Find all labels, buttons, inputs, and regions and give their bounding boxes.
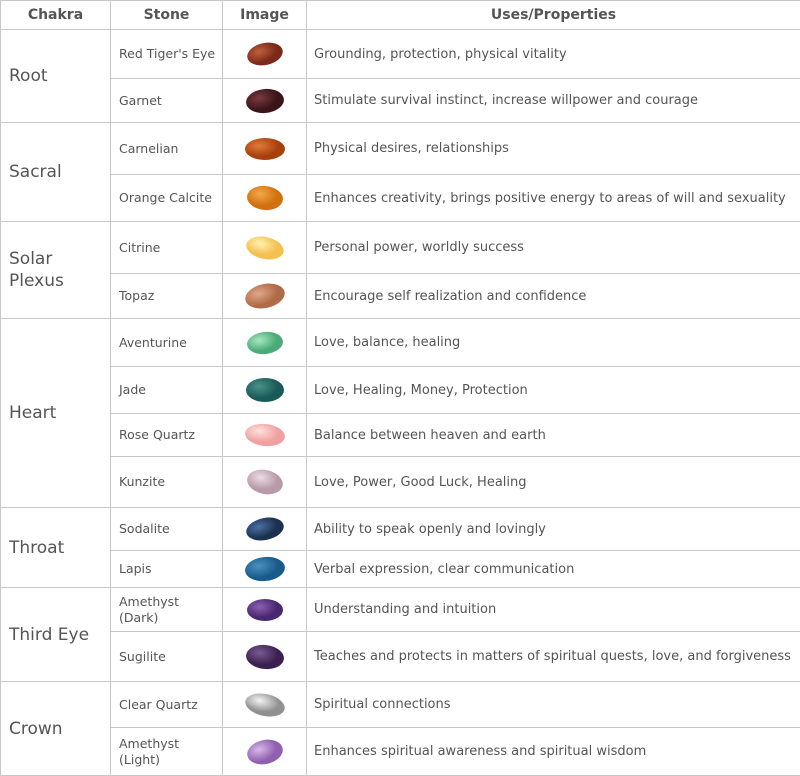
stone-name: Citrine	[111, 222, 223, 274]
garnet-stone-icon	[242, 86, 288, 116]
stone-uses: Verbal expression, clear communication	[307, 551, 800, 588]
header-chakra: Chakra	[1, 1, 111, 30]
chakra-name: Solar Plexus	[1, 222, 111, 319]
chakra-name: Third Eye	[1, 588, 111, 682]
stone-uses: Grounding, protection, physical vitality	[307, 30, 800, 79]
table-row	[1, 222, 800, 274]
table-row	[1, 632, 800, 682]
table-row	[1, 728, 800, 776]
stone-name: Red Tiger's Eye	[111, 30, 223, 79]
chakra-name: Sacral	[1, 123, 111, 222]
lapis-stone-icon	[242, 554, 288, 584]
stone-uses: Love, Healing, Money, Protection	[307, 367, 800, 414]
table-row	[1, 682, 800, 728]
stone-uses: Enhances spiritual awareness and spiritual wisdom	[307, 728, 800, 776]
light-amethyst-stone-icon	[242, 737, 288, 767]
stone-image-cell	[223, 728, 307, 776]
stone-image-cell	[223, 414, 307, 457]
table-row	[1, 319, 800, 367]
stone-image-cell	[223, 79, 307, 123]
stone-name: Kunzite	[111, 457, 223, 508]
red-tigers-eye-stone-icon	[242, 39, 288, 69]
stone-name: Jade	[111, 367, 223, 414]
header-stone: Stone	[111, 1, 223, 30]
stone-uses: Teaches and protects in matters of spiritual quests, love, and forgiveness	[307, 632, 800, 682]
header-image: Image	[223, 1, 307, 30]
stone-image-cell	[223, 551, 307, 588]
stone-uses: Physical desires, relationships	[307, 123, 800, 175]
stone-image-cell	[223, 367, 307, 414]
table-row	[1, 30, 800, 79]
chakra-name: Crown	[1, 682, 111, 776]
kunzite-stone-icon	[242, 467, 288, 497]
clear-quartz-stone-icon	[242, 690, 288, 720]
table-row	[1, 367, 800, 414]
stone-image-cell	[223, 682, 307, 728]
dark-amethyst-stone-icon	[242, 595, 288, 625]
stone-image-cell	[223, 632, 307, 682]
header-uses: Uses/Properties	[307, 1, 800, 30]
chakra-name: Heart	[1, 319, 111, 508]
stone-image-cell	[223, 222, 307, 274]
stone-name: Lapis	[111, 551, 223, 588]
chakra-name: Throat	[1, 508, 111, 588]
header-row	[1, 1, 800, 30]
stone-image-cell	[223, 457, 307, 508]
sodalite-stone-icon	[242, 514, 288, 544]
stone-name: Garnet	[111, 79, 223, 123]
stone-uses: Enhances creativity, brings positive energy to areas of will and sexuality	[307, 175, 800, 222]
table-row	[1, 123, 800, 175]
stone-name: Aventurine	[111, 319, 223, 367]
stone-image-cell	[223, 508, 307, 551]
jade-stone-icon	[242, 375, 288, 405]
stone-name: Amethyst (Light)	[111, 728, 223, 776]
table-row	[1, 551, 800, 588]
stone-image-cell	[223, 319, 307, 367]
stone-name: Topaz	[111, 274, 223, 319]
stone-uses: Encourage self realization and confidence	[307, 274, 800, 319]
stone-uses: Balance between heaven and earth	[307, 414, 800, 457]
table-body	[1, 30, 800, 776]
stone-name: Rose Quartz	[111, 414, 223, 457]
table-row	[1, 508, 800, 551]
table-row	[1, 79, 800, 123]
stone-uses: Understanding and intuition	[307, 588, 800, 632]
stone-name: Sodalite	[111, 508, 223, 551]
rose-quartz-stone-icon	[242, 420, 288, 450]
topaz-stone-icon	[242, 281, 288, 311]
stone-name: Carnelian	[111, 123, 223, 175]
stone-name: Clear Quartz	[111, 682, 223, 728]
stone-image-cell	[223, 175, 307, 222]
orange-calcite-stone-icon	[242, 183, 288, 213]
table-row	[1, 175, 800, 222]
stone-image-cell	[223, 588, 307, 632]
stone-image-cell	[223, 274, 307, 319]
stone-name: Amethyst (Dark)	[111, 588, 223, 632]
stone-uses: Love, Power, Good Luck, Healing	[307, 457, 800, 508]
stone-uses: Love, balance, healing	[307, 319, 800, 367]
citrine-stone-icon	[242, 233, 288, 263]
chakra-name: Root	[1, 30, 111, 123]
sugilite-stone-icon	[242, 642, 288, 672]
table-row	[1, 588, 800, 632]
stone-uses: Personal power, worldly success	[307, 222, 800, 274]
stone-uses: Ability to speak openly and lovingly	[307, 508, 800, 551]
table-row	[1, 274, 800, 319]
table-row	[1, 457, 800, 508]
table-row	[1, 414, 800, 457]
stone-uses: Stimulate survival instinct, increase willpower and courage	[307, 79, 800, 123]
aventurine-stone-icon	[242, 328, 288, 358]
stone-uses: Spiritual connections	[307, 682, 800, 728]
stone-image-cell	[223, 30, 307, 79]
stone-image-cell	[223, 123, 307, 175]
stone-name: Orange Calcite	[111, 175, 223, 222]
carnelian-stone-icon	[242, 134, 288, 164]
stone-name: Sugilite	[111, 632, 223, 682]
